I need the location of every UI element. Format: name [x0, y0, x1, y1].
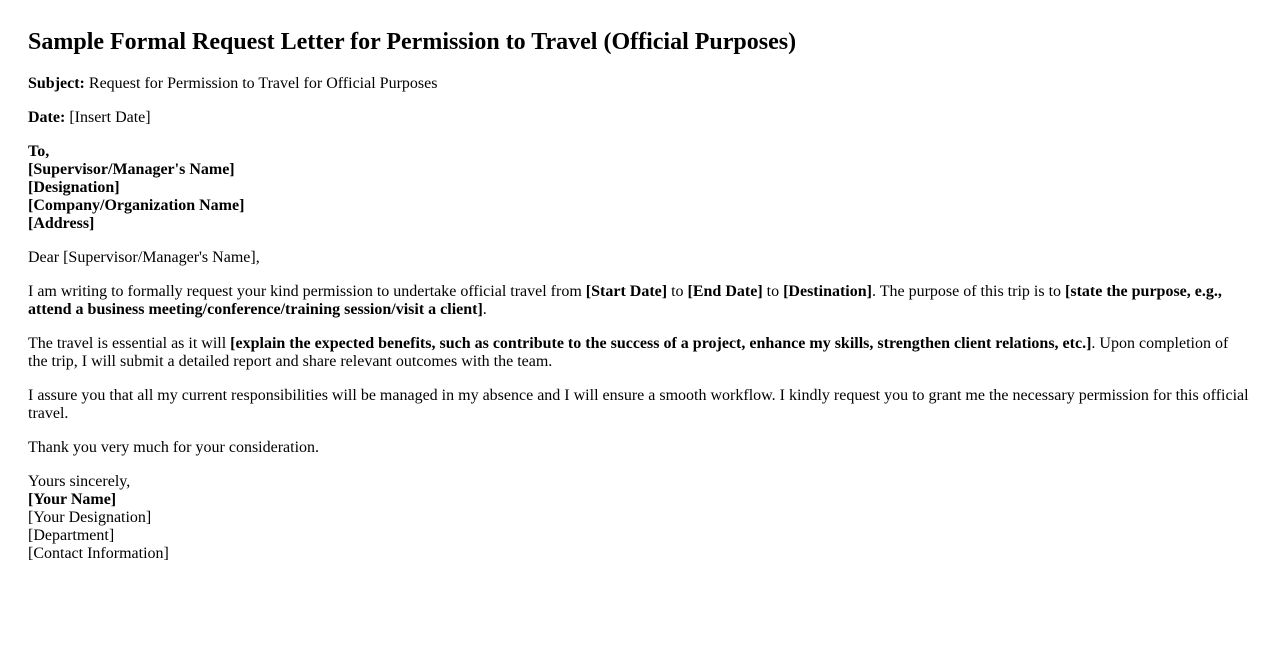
body-paragraph-4: Thank you very much for your consideration. — [28, 439, 320, 456]
body-paragraph-1 — [28, 283, 1250, 319]
p1-text-3: to — [762, 283, 784, 300]
recipient-to: To, — [28, 143, 50, 160]
recipient-block — [28, 143, 1250, 233]
recipient-company: [Company/Organization Name] — [28, 197, 245, 214]
p1-text-5: . — [482, 301, 487, 318]
salutation: Dear [Supervisor/Manager's Name], — [28, 249, 260, 266]
purpose-placeholder: [state the purpose, e.g., attend a business meeting/conference/training session/visit a client] — [28, 283, 1222, 318]
subject-value: Request for Permission to Travel for Official Purposes — [84, 75, 438, 92]
sender-name: [Your Name] — [28, 491, 117, 508]
body-paragraph-3: I assure you that all my current responsibilities will be managed in my absence and I will ensure a smooth workflow. I kindly request you to grant me the necessary permission for this official travel. — [28, 387, 1249, 422]
p2-text-1: The travel is essential as it will — [28, 335, 231, 352]
destination-placeholder: [Destination] — [783, 283, 872, 300]
date-line — [28, 109, 1250, 127]
p2-text-2: . Upon completion of the trip, I will submit a detailed report and share relevant outcomes with the team. — [28, 335, 1229, 370]
recipient-address: [Address] — [28, 215, 95, 232]
body-paragraph-2 — [28, 335, 1250, 371]
sender-designation: [Your Designation] — [28, 509, 152, 526]
date-label: Date: — [28, 109, 66, 126]
recipient-name: [Supervisor/Manager's Name] — [28, 161, 235, 178]
date-value: [Insert Date] — [65, 109, 151, 126]
page-title: Sample Formal Request Letter for Permission to Travel (Official Purposes) — [28, 29, 797, 55]
subject-line — [28, 75, 1250, 93]
sign-off: Yours sincerely, — [28, 473, 131, 490]
p1-text-4: . The purpose of this trip is to — [871, 283, 1066, 300]
start-date-placeholder: [Start Date] — [585, 283, 668, 300]
recipient-designation: [Designation] — [28, 179, 120, 196]
subject-label: Subject: — [28, 75, 85, 92]
closing-block — [28, 473, 1250, 563]
p1-text-1: I am writing to formally request your kind permission to undertake official travel from — [28, 283, 586, 300]
sender-department: [Department] — [28, 527, 115, 544]
end-date-placeholder: [End Date] — [687, 283, 763, 300]
sender-contact: [Contact Information] — [28, 545, 169, 562]
benefits-placeholder: [explain the expected benefits, such as contribute to the success of a project, enhance my skills, strengthen client relations, etc.] — [230, 335, 1092, 352]
p1-text-2: to — [667, 283, 688, 300]
